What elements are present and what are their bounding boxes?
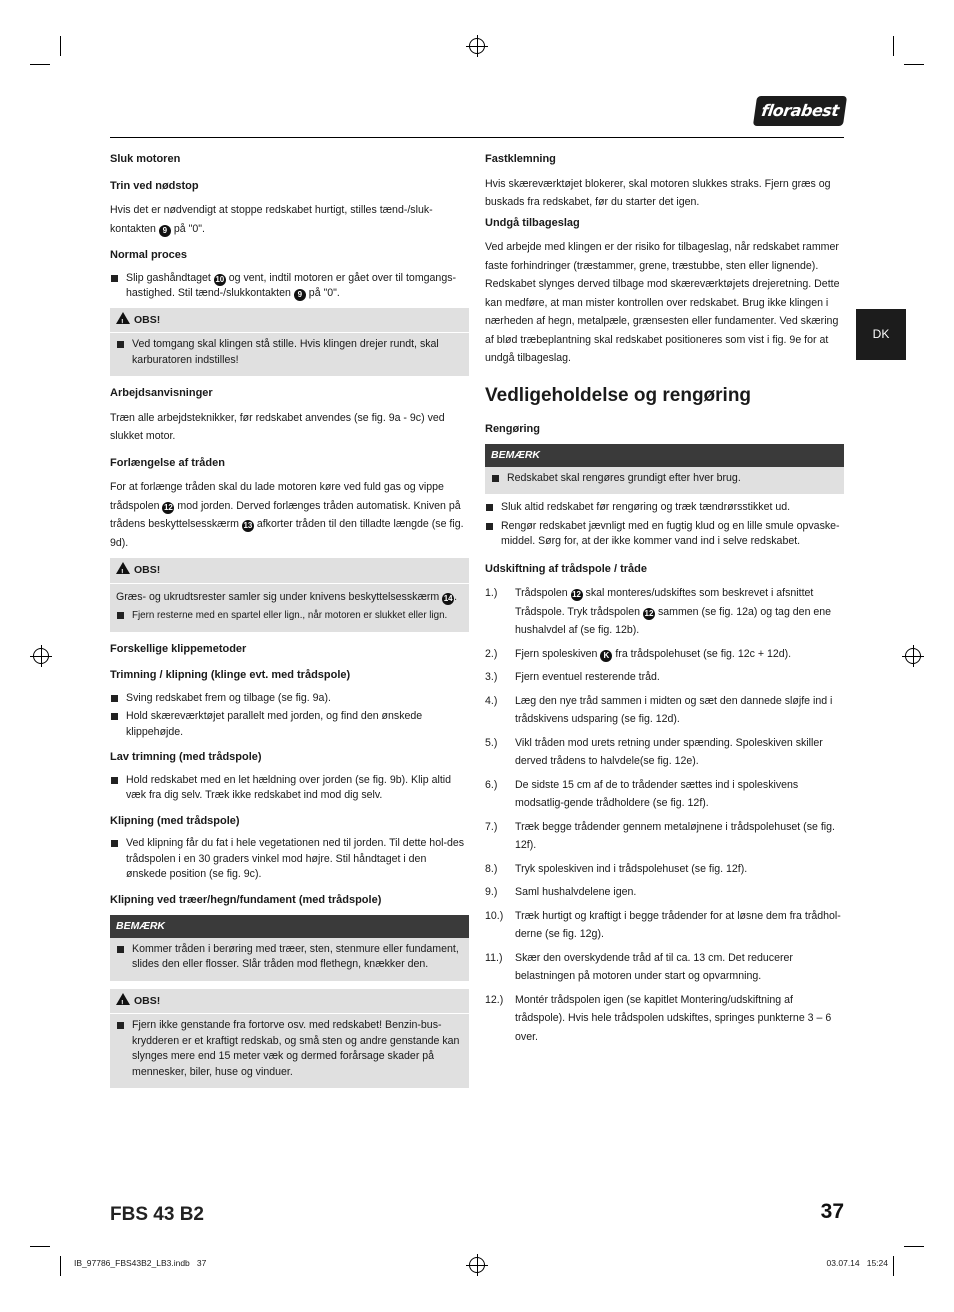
- note-box: [485, 444, 844, 494]
- list-item: 4.) Læg den nye tråd sammen i midten og sæt den dannede sløjfe ind i trådskivens udsparing (se fig. 12d).: [485, 694, 833, 725]
- list-item: Redskabet skal rengøres grundigt efter hver brug.: [491, 471, 838, 487]
- heading-tilbageslag: Undgå tilbageslag: [485, 216, 580, 229]
- list-item: 5.) Vikl tråden mod urets retning under spænding. Spoleskiven skiller derved trådens to halvdele(se fig. 12e).: [485, 736, 823, 767]
- ref-number-icon: 9: [159, 225, 171, 237]
- forlaengelse-text: For at forlænge tråden skal du lade motoren køre ved fuld gas og vippe trådspolen 12 mod jorden. Derved forlænges tråden automatisk. Kniven på trådens beskyttelsesskærm 13 afkorter tråden til den tilladte længde (se fig. 9d).: [110, 481, 464, 549]
- warning-icon: [116, 993, 130, 1005]
- heading-normal: Normal proces: [110, 249, 188, 261]
- list-item: 3.) Fjern eventuel resterende tråd.: [485, 671, 660, 683]
- heading-arbejds: Arbejdsanvisninger: [110, 387, 213, 399]
- obs-box: [110, 558, 469, 632]
- heading-trimning: Trimning / klipning (klinge evt. med trådspole): [110, 669, 351, 681]
- ref-number-icon: 12: [644, 608, 654, 618]
- brand-logo-text: florabest: [760, 101, 840, 120]
- list-item: Hold redskabet med en let hældning over jorden (se fig. 9b). Klip altid væk fra dig selv. Træk ikke redskabet ind mod dig selv.: [110, 773, 469, 804]
- ref-letter-icon: K: [600, 650, 612, 662]
- list-item: 7.) Træk begge trådender gennem metaløjnene i trådspolehuset (se fig. 12f).: [485, 820, 835, 851]
- heading-rengoring: Rengøring: [485, 422, 540, 435]
- obs-text: Græs- og ukrudtsrester samler sig under knivens beskyttelsesskærm 14 .: [116, 590, 458, 603]
- list-item: Sving redskabet frem og tilbage (se fig. 9a).: [110, 691, 469, 707]
- print-date-info: 03.07.14 15:24: [826, 1258, 888, 1268]
- list-item: Sluk altid redskabet før rengøring og træk tændrørsstikket ud.: [485, 500, 844, 516]
- fastklemning-text: Hvis skæreværktøjet blokerer, skal motoren slukkes straks. Fjern græs og buskads fra redskabet, før du starter det igen.: [485, 177, 831, 208]
- ref-number-icon: 10: [215, 274, 225, 284]
- heading-klipning-traeer: Klipning ved træer/hegn/fundament (med trådspole): [110, 893, 382, 906]
- list-item: Fjern resterne med en spartel eller lign., når motoren er slukket eller lign.: [116, 608, 463, 624]
- registration-mark-icon: [905, 648, 921, 664]
- registration-mark-icon: [469, 1257, 485, 1273]
- tilbageslag-text: Ved arbejde med klingen er der risiko for tilbageslag, når redskabet rammer faste forhindringer (træstammer, grene, træstubbe, sten eller lignende). Redskabet slynges derved tilbage mod skæreværktøjets drejeretning. Dette kan medføre, at man mister kontrollen over redskabet. Brug ikke klingen i nærheden af hegn, metalpæle, grænsesten eller fundamenter. Ved skæring af blød træbeplantning skal redskabet positioneres som vist i fig. 9e for at undgå tilbageslag.: [485, 241, 840, 364]
- note-header: BEMÆRK: [110, 915, 469, 938]
- obs-header: !OBS!: [110, 558, 469, 584]
- registration-mark-icon: [33, 648, 49, 664]
- list-item: 8.) Tryk spoleskiven ind i trådspolehuset (se fig. 12f).: [485, 862, 748, 875]
- obs-header: !OBS!: [110, 308, 469, 334]
- left-column: [110, 150, 469, 1096]
- language-tab: [856, 309, 906, 360]
- ref-number-icon: 9: [294, 289, 306, 301]
- warning-icon: [116, 312, 130, 324]
- ref-number-icon: 12: [163, 502, 173, 512]
- list-item: 1.) Trådspolen 12 skal monteres/udskiftes som beskrevet i afsnittet Trådspole. Tryk trådspolen 12 sammen (se fig. 12a) og tag den ene hushalvdel af (se fig. 12b).: [485, 587, 832, 636]
- list-item: 6.) De sidste 15 cm af de to trådender sættes ind i spoleskivens modsatlig-gende trådholdere (se fig. 12f).: [485, 778, 799, 809]
- list-item: Ved tomgang skal klingen stå stille. Hvis klingen drejer rundt, skal karburatoren indstilles!: [116, 337, 463, 368]
- heading-fastklemning: Fastklemning: [485, 153, 556, 165]
- warning-icon: [116, 562, 130, 574]
- brand-logo: [753, 96, 847, 126]
- list-item: Rengør redskabet jævnligt med en fugtig klud og en lille smule opvaske-middel. Sørg for, at der ikke kommer vand ind i selve redskabet.: [485, 519, 844, 550]
- list-item: Fjern ikke genstande fra fortorve osv. med redskabet! Benzin-bus-krydderen er et kraftigt redskab, og små sten og andre genstande kan slynges mere end 15 meter væk og dermed forårsage skader på mennesker, biler, huse og vinduer.: [116, 1018, 463, 1080]
- arbejds-text: Træn alle arbejdsteknikker, før redskabet anvendes (se fig. 9a - 9c) ved slukket motor.: [110, 411, 445, 442]
- heading-forlaengelse: Forlængelse af tråden: [110, 456, 225, 469]
- header-rule: [110, 137, 844, 138]
- list-item: Hold skæreværktøjet parallelt med jorden, og find den ønskede klippehøjde.: [110, 709, 469, 740]
- obs-header: !OBS!: [110, 989, 469, 1015]
- list-item: 9.) Saml hushalvdelene igen.: [485, 886, 637, 898]
- ref-number-icon: 14: [443, 593, 453, 603]
- note-box: [110, 915, 469, 981]
- list-item: Slip gashåndtaget 10 og vent, indtil motoren er gået over til tomgangs-hastighed. Stil tænd-/slukkontakten 9 på "0".: [110, 271, 469, 302]
- list-item: Kommer tråden i berøring med træer, sten, stenmure eller fundament, slides den eller flosser. Slår tråden mod flethegn, knækker den.: [116, 942, 463, 973]
- nodstop-text: Hvis det er nødvendigt at stoppe redskabet hurtigt, stilles tænd-/sluk-kontakten 9 på "0".: [110, 204, 433, 235]
- right-column: [485, 150, 844, 1051]
- print-file-info: IB_97786_FBS43B2_LB3.indb 37: [74, 1258, 207, 1268]
- list-item: 11.) Skær den overskydende tråd af til ca. 13 cm. Det reducerer belastningen på motoren under start og opvarmning.: [485, 951, 793, 982]
- section-title: Vedligeholdelse og rengøring: [485, 384, 752, 406]
- note-header: BEMÆRK: [485, 444, 844, 467]
- model-label: FBS 43 B2: [110, 1204, 204, 1225]
- list-item: 12.) Montér trådspolen igen (se kapitlet Montering/udskiftning af trådspole). Hvis hele trådspolen udskiftes, springes punkterne 3 – 6 over.: [485, 993, 832, 1043]
- registration-mark-icon: [469, 38, 485, 54]
- list-item: 10.) Træk hurtigt og kraftigt i begge trådender for at løsne dem fra trådhol-derne (se fig. 12g).: [485, 909, 841, 940]
- heading-forskellige: Forskellige klippemetoder: [110, 642, 247, 655]
- heading-nodstop: Trin ved nødstop: [110, 179, 199, 192]
- ref-number-icon: 13: [243, 521, 253, 530]
- heading-lav-trimning: Lav trimning (med trådspole): [110, 751, 262, 763]
- list-item: Ved klipning får du fat i hele vegetationen ned til jorden. Til dette hol-des trådspolen i en 30 graders vinkel mod højre. Stil håndtaget i den ønskede position (se fig. 9c).: [110, 836, 469, 883]
- heading-klipning: Klipning (med trådspole): [110, 814, 240, 827]
- steps-list: [485, 584, 844, 1046]
- language-tab-label: DK: [872, 327, 890, 341]
- heading-sluk: Sluk motoren: [110, 153, 181, 165]
- page-number: 37: [820, 1200, 844, 1223]
- obs-box: [110, 989, 469, 1089]
- obs-box: [110, 308, 469, 377]
- ref-number-icon: 12: [572, 590, 582, 599]
- heading-udskiftning: Udskiftning af trådspole / tråde: [485, 562, 647, 575]
- list-item: 2.) Fjern spoleskiven K fra trådspolehuset (se fig. 12c + 12d).: [485, 647, 792, 660]
